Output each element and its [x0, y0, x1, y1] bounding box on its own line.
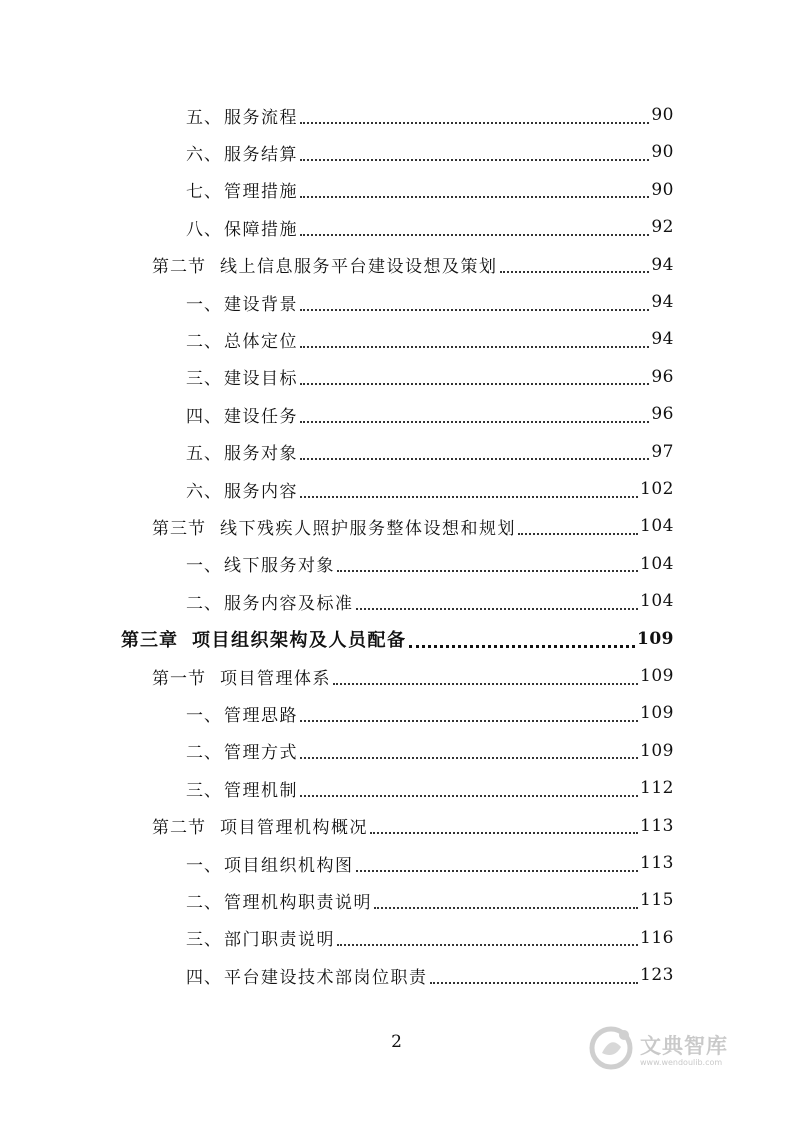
toc-entry-label: [186, 402, 298, 427]
toc-entry-title: 服务内容及标准: [224, 593, 354, 614]
toc-dot-leader: [356, 869, 639, 872]
toc-dot-leader: [300, 420, 649, 423]
toc-entry-page-number: 90: [651, 105, 674, 125]
toc-entry-label: [186, 103, 298, 128]
toc-entry-prefix: 三、: [186, 930, 222, 951]
toc-entry-item[interactable]: [186, 698, 674, 728]
toc-entry-title: 部门职责说明: [224, 930, 335, 951]
toc-dot-leader: [337, 569, 638, 572]
toc-entry-item[interactable]: [186, 960, 674, 990]
toc-dot-leader: [300, 457, 649, 460]
toc-dot-leader: [300, 719, 638, 722]
toc-entry-prefix: 第二节: [152, 257, 206, 278]
toc-entry-page-number: 109: [640, 666, 674, 686]
toc-entry-label: [186, 439, 298, 464]
toc-entry-page-number: 113: [640, 853, 674, 873]
toc-dot-leader: [300, 308, 649, 311]
toc-entry-title: 线下服务对象: [224, 556, 335, 577]
toc-entry-page-number: 94: [651, 254, 674, 275]
toc-entry-label: [152, 813, 368, 838]
toc-entry-prefix: 二、: [186, 593, 222, 614]
toc-entry-title: 平台建设技术部岗位职责: [224, 967, 428, 988]
toc-entry-label: [186, 290, 298, 315]
toc-entry-item[interactable]: [186, 175, 674, 205]
toc-dot-leader: [300, 345, 649, 348]
toc-entry-item[interactable]: [186, 736, 674, 766]
toc-entry-section[interactable]: [152, 511, 674, 541]
toc-entry-prefix: 八、: [186, 219, 222, 240]
toc-entry-item[interactable]: [186, 399, 674, 429]
toc-entry-title: 管理思路: [224, 705, 298, 726]
toc-entry-prefix: 一、: [186, 855, 222, 876]
toc-entry-label: [186, 963, 428, 988]
toc-entry-page-number: 109: [637, 628, 674, 649]
toc-entry-item[interactable]: [186, 287, 674, 317]
toc-entry-label: [186, 738, 298, 763]
toc-entry-page-number: 96: [651, 366, 674, 387]
toc-entry-prefix: 四、: [186, 967, 222, 988]
toc-entry-prefix: 第三章: [121, 629, 178, 651]
toc-entry-prefix: 一、: [186, 705, 222, 726]
toc-entry-label: [186, 364, 298, 389]
toc-entry-prefix: 二、: [186, 892, 222, 913]
toc-entry-label: [186, 177, 298, 202]
toc-dot-leader: [337, 943, 638, 946]
toc-entry-title: 管理方式: [224, 743, 298, 764]
toc-entry-page-number: 123: [640, 965, 674, 986]
toc-entry-item[interactable]: [186, 212, 674, 242]
toc-entry-label: [186, 140, 298, 165]
toc-entry-title: 项目管理机构概况: [220, 818, 368, 839]
toc-entry-label: [186, 327, 298, 352]
toc-entry-title: 线上信息服务平台建设设想及策划: [220, 257, 498, 278]
toc-entry-page-number: 90: [651, 179, 674, 200]
toc-entry-label: [186, 851, 354, 876]
watermark-logo-icon: [588, 1025, 634, 1071]
toc-entry-page-number: 94: [651, 329, 674, 350]
toc-entry-section[interactable]: [152, 811, 674, 841]
toc-entry-label: [121, 626, 407, 652]
toc-entry-page-number: 102: [640, 479, 674, 499]
toc-entry-title: 线下残疾人照护服务整体设想和规划: [220, 518, 516, 539]
toc-entry-page-number: 113: [640, 815, 674, 836]
page-number: 2: [391, 1032, 402, 1052]
toc-entry-prefix: 三、: [186, 369, 222, 390]
toc-entry-page-number: 104: [640, 553, 674, 574]
toc-dot-leader: [300, 158, 649, 161]
toc-entry-item[interactable]: [186, 549, 674, 579]
toc-entry-section[interactable]: [152, 250, 674, 280]
watermark-name: 文典智库: [640, 1033, 728, 1058]
toc-dot-leader: [500, 270, 650, 273]
toc-entry-title: 管理措施: [224, 182, 298, 203]
toc-entry-page-number: 109: [640, 703, 674, 724]
toc-entry-title: 保障措施: [224, 219, 298, 240]
toc-entry-page-number: 96: [651, 404, 674, 425]
toc-entry-item[interactable]: [186, 474, 674, 504]
toc-entry-page-number: 104: [640, 516, 674, 537]
toc-entry-item[interactable]: [186, 362, 674, 392]
toc-dot-leader: [300, 382, 649, 385]
toc-entry-title: 服务对象: [224, 444, 298, 465]
toc-dot-leader: [300, 794, 638, 797]
toc-entry-item[interactable]: [186, 923, 674, 953]
toc-entry-label: [152, 664, 331, 689]
toc-entry-prefix: 一、: [186, 294, 222, 315]
toc-dot-leader: [300, 233, 649, 236]
toc-entry-page-number: 97: [651, 441, 674, 462]
toc-dot-leader: [430, 981, 639, 984]
toc-entry-item[interactable]: [186, 885, 674, 915]
toc-entry-title: 项目管理体系: [220, 668, 331, 689]
toc-entry-item[interactable]: [186, 848, 674, 878]
toc-entry-prefix: 第一节: [152, 668, 206, 689]
toc-entry-section[interactable]: [152, 661, 674, 691]
toc-dot-leader: [300, 195, 649, 198]
toc-entry-label: [186, 477, 298, 502]
toc-entry-item[interactable]: [186, 773, 674, 803]
toc-entry-prefix: 四、: [186, 406, 222, 427]
toc-entry-page-number: 115: [640, 890, 674, 911]
toc-entry-title: 服务结算: [224, 144, 298, 165]
toc-entry-label: [186, 551, 335, 576]
toc-entry-title: 管理机构职责说明: [224, 892, 372, 913]
toc-dot-leader: [374, 906, 638, 909]
toc-entry-page-number: 112: [640, 778, 674, 799]
toc-entry-title: 建设背景: [224, 294, 298, 315]
toc-entry-label: [152, 514, 516, 539]
toc-entry-prefix: 五、: [186, 107, 222, 128]
toc-entry-prefix: 五、: [186, 444, 222, 465]
toc-entry-prefix: 二、: [186, 331, 222, 352]
toc-entry-prefix: 二、: [186, 743, 222, 764]
toc-entry-page-number: 90: [651, 142, 674, 163]
toc-entry-title: 服务流程: [224, 107, 298, 128]
toc-entry-title: 建设任务: [224, 406, 298, 427]
toc-entry-title: 建设目标: [224, 369, 298, 390]
toc-entry-title: 项目组织机构图: [224, 855, 354, 876]
toc-entry-title: 服务内容: [224, 481, 298, 502]
toc-entry-item[interactable]: [186, 586, 674, 616]
toc-entry-label: [186, 888, 372, 913]
toc-entry-item[interactable]: [186, 437, 674, 467]
watermark: [588, 1018, 758, 1078]
toc-dot-leader: [300, 756, 638, 759]
toc-dot-leader: [518, 532, 638, 535]
toc-entry-page-number: 92: [651, 217, 674, 238]
toc-entry-label: [186, 925, 335, 950]
toc-entry-label: [186, 589, 354, 614]
toc-entry-prefix: 六、: [186, 481, 222, 502]
toc-entry-prefix: 六、: [186, 144, 222, 165]
toc-entry-prefix: 第三节: [152, 518, 206, 539]
toc-entry-title: 总体定位: [224, 331, 298, 352]
toc-entry-prefix: 七、: [186, 182, 222, 203]
toc-dot-leader: [409, 644, 636, 648]
toc-entry-item[interactable]: [186, 324, 674, 354]
toc-dot-leader: [333, 682, 638, 685]
toc-entry-label: [186, 215, 298, 240]
toc-entry-title: 项目组织架构及人员配备: [192, 629, 407, 651]
toc-entry-item[interactable]: [186, 137, 674, 167]
toc-entry-label: [152, 252, 498, 277]
toc-entry-item[interactable]: [186, 100, 674, 130]
toc-entry-prefix: 第二节: [152, 818, 206, 839]
toc-dot-leader: [370, 831, 638, 834]
toc-entry-page-number: 109: [640, 740, 674, 761]
toc-dot-leader: [300, 121, 649, 124]
toc-entry-page-number: 94: [651, 292, 674, 312]
toc-entry-prefix: 一、: [186, 556, 222, 577]
toc-entry-prefix: 三、: [186, 780, 222, 801]
toc-entry-page-number: 104: [640, 591, 674, 612]
toc-entry-label: [186, 701, 298, 726]
toc-entry-title: 管理机制: [224, 780, 298, 801]
toc-dot-leader: [300, 495, 638, 498]
toc-entry-chapter[interactable]: [121, 624, 674, 654]
toc-entry-page-number: 116: [640, 927, 674, 948]
toc-dot-leader: [356, 607, 639, 610]
watermark-url: www.wendoulib.com: [640, 1057, 723, 1067]
toc-entry-label: [186, 776, 298, 801]
